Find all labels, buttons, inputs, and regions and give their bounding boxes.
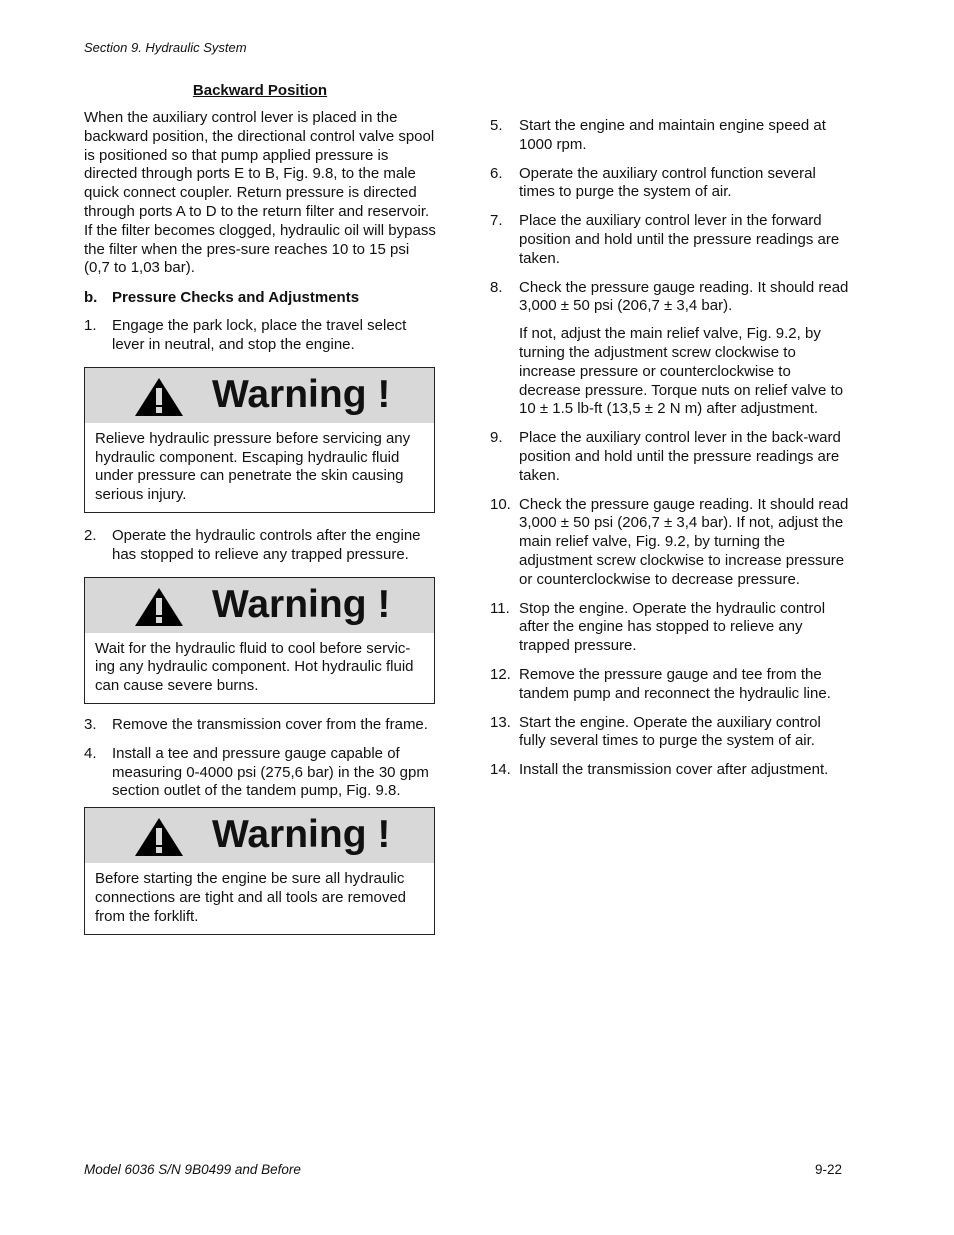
step-text: Install the transmission cover after adjustment.: [519, 761, 829, 779]
intro-paragraph: When the auxiliary control lever is placed in the backward position, the directional control valve spool is positioned so that pump applied pressure is directed through ports E to B, Fig. 9.8, to the male quick connect coupler. Return pressure is directed through ports A to D to the return filter and reservoir. If the filter becomes clogged, hydraulic oil will bypass the filter when the pres-sure reaches 10 to 15 psi (0,7 to 1,03 bar).: [84, 109, 436, 277]
step-number: 14.: [490, 761, 511, 779]
step-5: [490, 117, 850, 155]
section-title: Backward Position: [192, 82, 328, 99]
warning-triangle-icon: [133, 376, 185, 418]
footer-model: Model 6036 S/N 9B0499 and Before: [84, 1162, 301, 1177]
subheading: [84, 289, 436, 307]
step-number: 6.: [490, 164, 503, 182]
step-text: Place the auxiliary control lever in the back-ward position and hold until the pressure readings are taken.: [519, 429, 841, 484]
step-number: 12.: [490, 665, 511, 683]
step-number: 8.: [490, 278, 503, 296]
warning-title: Warning !: [212, 372, 391, 416]
warning-box-1: [84, 367, 435, 513]
warning-triangle-icon: [133, 816, 185, 858]
step-10: [490, 496, 850, 590]
step-number: 7.: [490, 212, 503, 230]
running-header: Section 9. Hydraulic System: [84, 40, 247, 55]
warning-box-3: [84, 807, 435, 934]
step-14: [490, 761, 850, 780]
step-2: [84, 527, 436, 565]
step-number: 5.: [490, 117, 503, 134]
step-text: Check the pressure gauge reading. It should read 3,000 ± 50 psi (206,7 ± 3,4 bar). If not, adjust the main relief valve, Fig. 9.2, by turning the adjustment screw clockwise to increase pressure or counterclockwise to decrease pressure.: [519, 495, 849, 588]
subheading-text: Pressure Checks and Adjustments: [112, 289, 360, 307]
warning-text: Relieve hydraulic pressure before servicing any hydraulic component. Escaping hydraulic fluid under pressure can penetrate the skin causing serious injury.: [95, 429, 411, 504]
step-number: 10.: [490, 495, 511, 513]
warning-triangle-icon: [133, 586, 185, 628]
warning-title: Warning !: [212, 582, 391, 626]
warning-box-2: [84, 577, 435, 704]
step-number: 2.: [84, 526, 97, 544]
step-number: 13.: [490, 713, 511, 731]
step-number: 4.: [84, 744, 97, 762]
step-text: Remove the transmission cover from the frame.: [112, 715, 428, 733]
step-text: Operate the auxiliary control function several times to purge the system of air.: [519, 164, 816, 201]
step-text: Engage the park lock, place the travel select lever in neutral, and stop the engine.: [112, 317, 407, 353]
step-text: Place the auxiliary control lever in the forward position and hold until the pressure readings are taken.: [519, 212, 840, 267]
step-text: Operate the hydraulic controls after the engine has stopped to relieve any trapped pressure.: [112, 526, 421, 563]
warning-text: Wait for the hydraulic fluid to cool before servic-ing any hydraulic component. Hot hydraulic fluid can cause severe burns.: [95, 639, 414, 695]
step-text: Start the engine. Operate the auxiliary control fully several times to purge the system of air.: [519, 713, 821, 750]
step-number: 1.: [84, 317, 97, 335]
step-6: [490, 165, 850, 203]
step-1: [84, 317, 436, 355]
step-9: [490, 429, 850, 485]
step-3: [84, 716, 436, 735]
right-column: [490, 117, 850, 780]
step-12: [490, 666, 850, 704]
step-4: [84, 745, 436, 801]
step-text: Start the engine and maintain engine speed at 1000 rpm.: [519, 117, 826, 153]
step-8: [490, 279, 850, 317]
step-8-continuation: If not, adjust the main relief valve, Fig. 9.2, by turning the adjustment screw clockwise to increase pressure or counterclockwise to decrease pressure. Torque nuts on relief valve to 10 ± 1.5 lb-ft (13,5 ± 2 N m) after adjustment.: [519, 325, 844, 418]
step-text: Stop the engine. Operate the hydraulic control after the engine has stopped to relieve any trapped pressure.: [519, 599, 826, 655]
step-number: 9.: [490, 429, 503, 447]
left-column: [84, 82, 436, 935]
step-text: Install a tee and pressure gauge capable of measuring 0-4000 psi (275,6 bar) in the 30 gpm section outlet of the tandem pump, Fig. 9.8.: [112, 744, 429, 800]
step-text: Check the pressure gauge reading. It should read 3,000 ± 50 psi (206,7 ± 3,4 bar).: [519, 278, 849, 315]
step-number: 11.: [490, 599, 510, 617]
warning-text: Before starting the engine be sure all hydraulic connections are tight and all tools are removed from the forklift.: [95, 870, 407, 925]
step-number: 3.: [84, 715, 97, 733]
warning-header: [85, 578, 434, 633]
warning-header: [85, 808, 434, 863]
page-number: 9-22: [814, 1162, 842, 1177]
step-text: Remove the pressure gauge and tee from the tandem pump and reconnect the hydraulic line.: [519, 665, 831, 702]
subheading-label: b.: [84, 289, 98, 307]
warning-title: Warning !: [212, 813, 391, 857]
warning-header: [85, 368, 434, 423]
step-11: [490, 600, 850, 656]
step-13: [490, 714, 850, 752]
step-7: [490, 212, 850, 268]
